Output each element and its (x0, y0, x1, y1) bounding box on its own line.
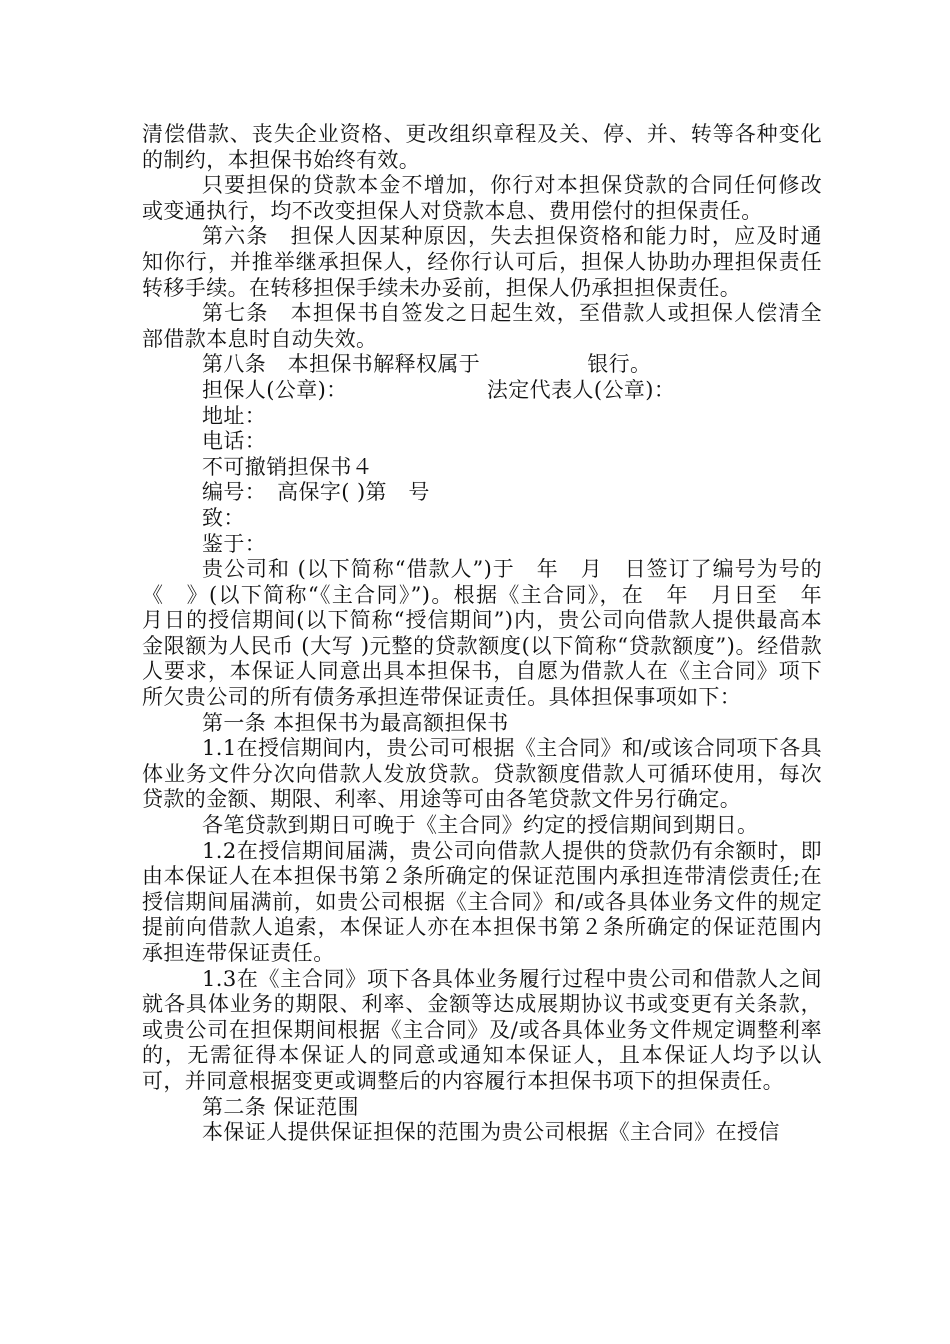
document-number-line: 编号： 高保字( )第 号 (202, 480, 430, 505)
article-8-paragraph: 第八条 本担保书解释权属于 银行。 (202, 352, 652, 377)
paragraph: 各笔贷款到期日可晚于《主合同》约定的授信期间到期日。 (202, 813, 759, 838)
clause-1-3: 1.3在《主合同》项下各具体业务履行过程中贵公司和借款人之间就各具体业务的期限、利率、金额等达成展期协议书或变更有关条款，或贵公司在担保期间根据《主合同》及/或各具体业务文件规定调整利率的，无需征得本保证人的同意或通知本保证人，且本保证人均予以认可，并同意根据变更或调整后的内容履行本担保书项下的担保责任。 (142, 966, 822, 1093)
clause-1-1: 1.1在授信期间内，贵公司可根据《主合同》和/或该合同项下各具体业务文件分次向借款人发放贷款。贷款额度借款人可循环使用，每次贷款的金额、期限、利率、用途等可由各笔贷款文件另行确定。 (142, 736, 822, 812)
paragraph: 只要担保的贷款本金不增加，你行对本担保贷款的合同任何修改或变通执行，均不改变担保人对贷款本息、费用偿付的担保责任。 (142, 173, 822, 223)
paragraph: 本保证人提供保证担保的范围为贵公司根据《主合同》在授信 (202, 1120, 780, 1145)
whereas-line: 鉴于： (202, 531, 267, 556)
document-body (142, 122, 844, 1146)
paragraph: 清偿借款、丧失企业资格、更改组织章程及关、停、并、转等各种变化的制约，本担保书始终有效。 (142, 122, 822, 172)
article-7-paragraph: 第七条 本担保书自签发之日起生效，至借款人或担保人偿清全部借款本息时自动失效。 (142, 301, 822, 351)
clause-1-2: 1.2在授信期间届满，贵公司向借款人提供的贷款仍有余额时，即由本保证人在本担保书第２条所确定的保证范围内承担连带清偿责任;在授信期间届满前，如贵公司根据《主合同》和/或各具体业务文件的规定提前向借款人追索，本保证人亦在本担保书第２条所确定的保证范围内承担连带保证责任。 (142, 838, 822, 965)
article-6-paragraph: 第六条 担保人因某种原因，失去担保资格和能力时，应及时通知你行，并推举继承担保人，经你行认可后，担保人协助办理担保责任转移手续。在转移担保手续未办妥前，担保人仍承担担保责任。 (142, 224, 822, 300)
recital-paragraph: 贵公司和 (以下简称“借款人”)于 年 月 日签订了编号为号的《 》(以下简称“《主合同》”)。根据《主合同》，在 年 月日至 年 月日的授信期间(以下简称“授信期间”)内，贵公司向借款人提供最高本金限额为人民币 (大写 )元整的贷款额度(以下简称“贷款额度”)。经借款人要求，本保证人同意出具本担保书，自愿为借款人在《主合同》项下所欠贵公司的所有债务承担连带保证责任。具体担保事项如下： (142, 557, 844, 710)
phone-line: 电话： (202, 429, 267, 454)
addressee-line: 致： (202, 505, 245, 530)
article-2-heading: 第二条 保证范围 (202, 1094, 359, 1119)
section-title: 不可撤销担保书４ (202, 454, 374, 479)
address-line: 地址： (202, 403, 267, 428)
article-1-heading: 第一条 本担保书为最高额担保书 (202, 710, 509, 735)
signature-line: 担保人(公章)： 法定代表人(公章)： (202, 377, 676, 402)
